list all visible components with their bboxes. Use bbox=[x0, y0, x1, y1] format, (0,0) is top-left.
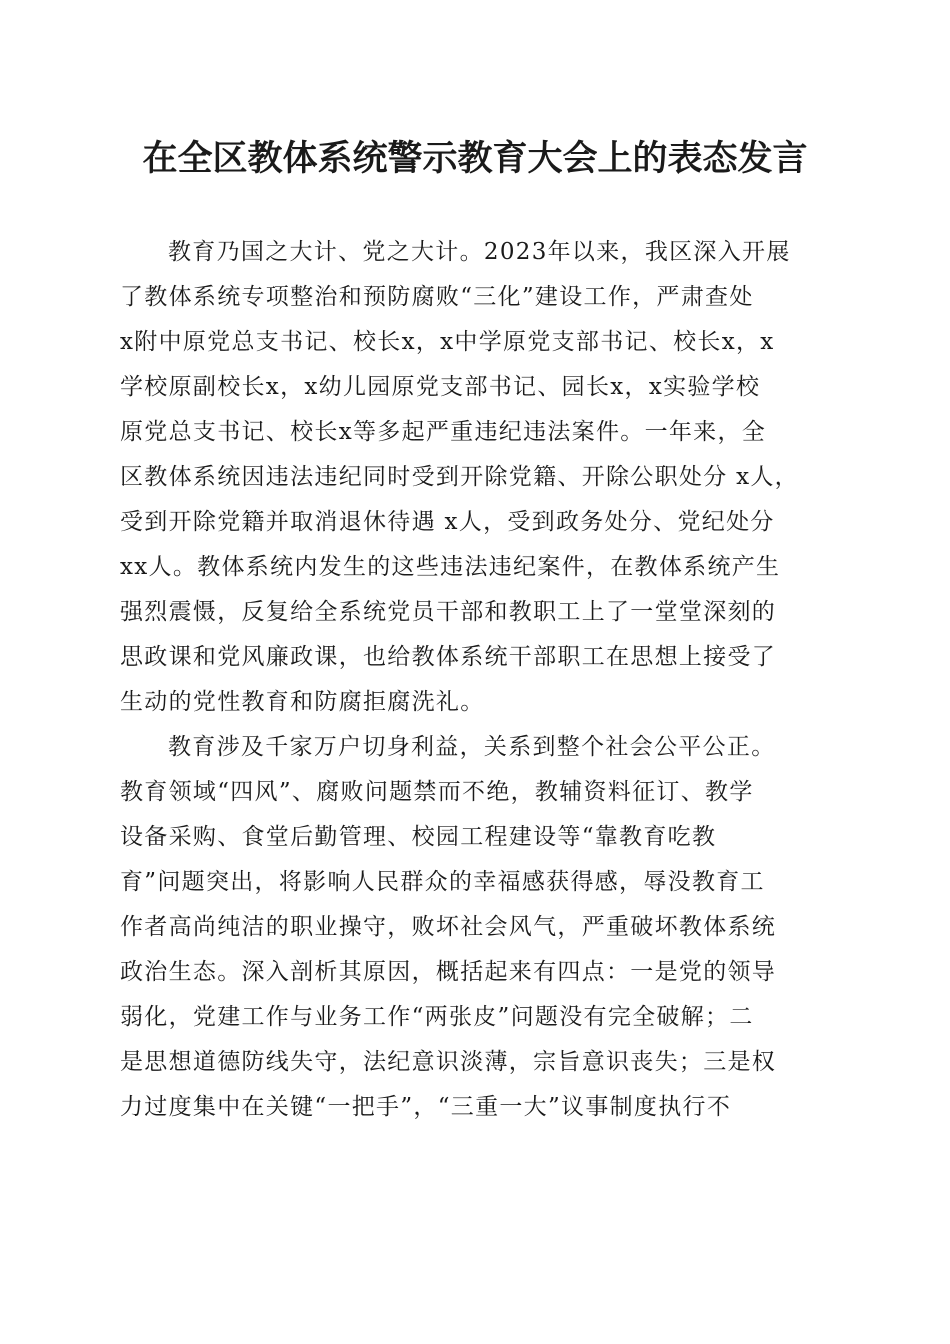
text-line: 力过度集中在关键“一把手”，“三重一大”议事制度执行不 bbox=[120, 1094, 732, 1120]
paragraph bbox=[120, 725, 832, 1130]
text-line: 是思想道德防线失守，法纪意识淡薄，宗旨意识丧失；三是权 bbox=[120, 1049, 777, 1075]
text-line: 了教体系统专项整治和预防腐败“三化”建设工作，严肃查处 bbox=[120, 284, 754, 310]
paragraph bbox=[120, 230, 832, 725]
text-line: 学校原副校长x，x幼儿园原党支部书记、园长x，x实验学校 bbox=[120, 374, 761, 400]
text-line: 育”问题突出，将影响人民群众的幸福感获得感，辱没教育工 bbox=[120, 869, 765, 895]
text-line: 区教体系统因违法违纪同时受到开除党籍、开除公职处分 x人， bbox=[120, 464, 799, 490]
text-line: 设备采购、食堂后勤管理、校园工程建设等“靠教育吃教 bbox=[120, 824, 717, 850]
text-line: 原党总支书记、校长x等多起严重违纪违法案件。一年来，全 bbox=[120, 419, 767, 445]
text-line: 强烈震慑，反复给全系统党员干部和教职工上了一堂堂深刻的 bbox=[120, 599, 777, 625]
text-line: 作者高尚纯洁的职业操守，败坏社会风气，严重破坏教体系统 bbox=[120, 914, 777, 940]
text-line: 政治生态。深入剖析其原因，概括起来有四点：一是党的领导 bbox=[120, 959, 777, 985]
document-body bbox=[120, 230, 832, 1130]
text-line: x附中原党总支书记、校长x，x中学原党支部书记、校长x，x bbox=[120, 329, 775, 355]
text-line: 思政课和党风廉政课，也给教体系统干部职工在思想上接受了 bbox=[120, 644, 777, 670]
text-line: 教育乃国之大计、党之大计。2023年以来，我区深入开展 bbox=[168, 239, 791, 265]
text-line: 教育涉及千家万户切身利益，关系到整个社会公平公正。 bbox=[168, 734, 776, 760]
text-line: 弱化，党建工作与业务工作“两张皮”问题没有完全破解；二 bbox=[120, 1004, 754, 1030]
text-line: 教育领域“四风”、腐败问题禁而不绝，教辅资料征订、教学 bbox=[120, 779, 754, 805]
text-line: 生动的党性教育和防腐拒腐洗礼。 bbox=[120, 689, 485, 715]
text-line: 受到开除党籍并取消退休待遇 x人，受到政务处分、党纪处分 bbox=[120, 509, 775, 535]
document-title: 在全区教体系统警示教育大会上的表态发言 bbox=[142, 138, 808, 179]
text-line: xx人。教体系统内发生的这些违法违纪案件，在教体系统产生 bbox=[120, 554, 781, 580]
